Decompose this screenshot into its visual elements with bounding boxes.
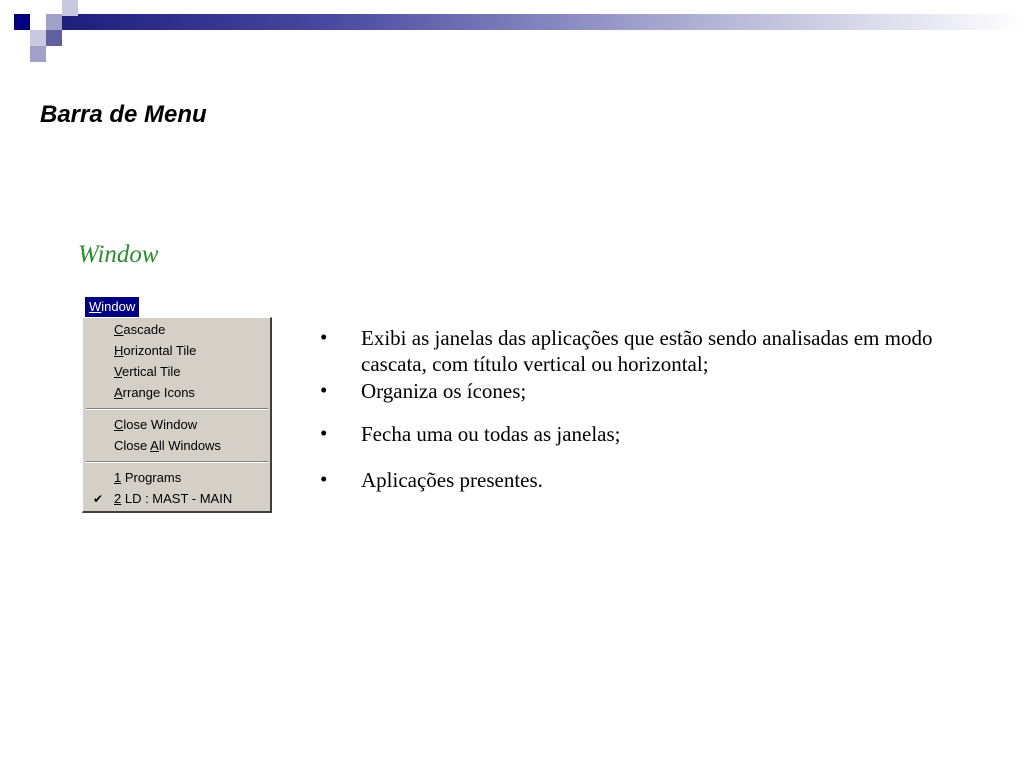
list-item-text: Exibi as janelas das aplicações que estão sendo analisadas em modo cascata, com título vertical ou horizontal; bbox=[361, 326, 933, 376]
menu-separator bbox=[86, 461, 268, 463]
checkmark-icon: ✔ bbox=[93, 492, 104, 506]
menu-item-vertical-tile[interactable]: Vertical Tile bbox=[114, 364, 181, 379]
bullet-icon: • bbox=[320, 421, 328, 445]
bullet-icon: • bbox=[320, 467, 328, 491]
window-menu-dropdown bbox=[82, 317, 272, 513]
menu-item-horizontal-tile[interactable]: Horizontal Tile bbox=[114, 343, 197, 358]
header-gradient-bar bbox=[40, 14, 1024, 30]
menu-separator bbox=[86, 408, 268, 410]
list-item-text: Fecha uma ou todas as janelas; bbox=[361, 422, 621, 446]
bullet-icon: • bbox=[320, 378, 328, 402]
menu-item-window-1[interactable]: 1 Programs bbox=[114, 470, 182, 485]
bullet-icon: • bbox=[320, 325, 328, 349]
section-title: Window bbox=[78, 241, 159, 268]
menu-item-arrange-icons[interactable]: Arrange Icons bbox=[114, 385, 195, 400]
slide-title: Barra de Menu bbox=[40, 101, 207, 128]
list-item-text: Organiza os ícones; bbox=[361, 379, 527, 403]
list-item-text: Aplicações presentes. bbox=[361, 468, 543, 492]
window-menu-header[interactable]: Window bbox=[85, 297, 139, 317]
menu-item-close-window[interactable]: Close Window bbox=[114, 417, 198, 432]
menu-item-close-all-windows[interactable]: Close All Windows bbox=[114, 438, 221, 453]
menu-item-cascade[interactable]: Cascade bbox=[114, 322, 166, 337]
menu-item-window-2[interactable]: 2 LD : MAST - MAIN bbox=[114, 491, 233, 506]
